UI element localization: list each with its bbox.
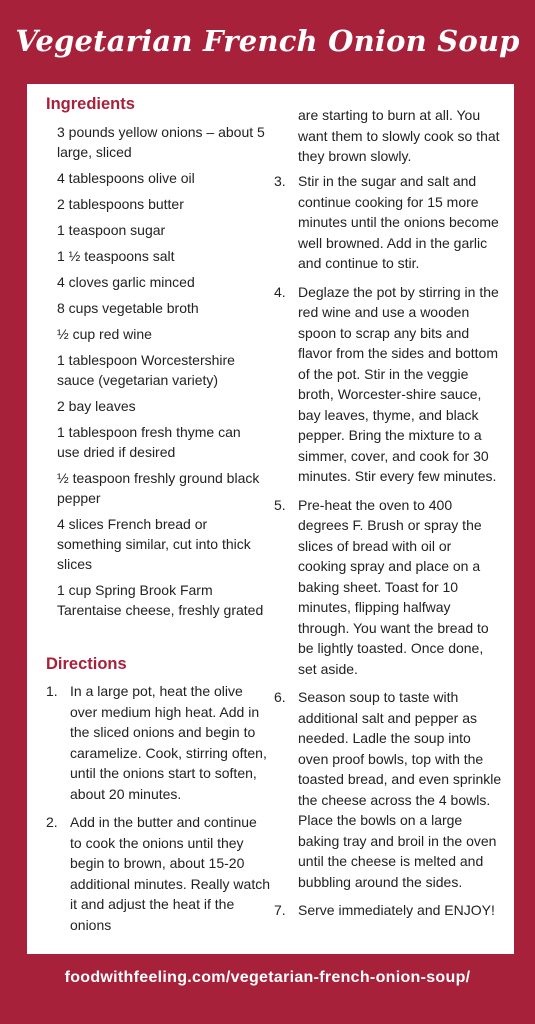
footer-banner	[0, 954, 535, 1024]
step-number: 6.	[274, 689, 286, 705]
step-text: Season soup to taste with additional salt and pepper as needed. Ladle the soup into oven proof bowls, top with the toasted bread, and even sprinkle the cheese across the 4 bowls. Place the bowls on a large baking tray and broil in the oven until the cheese is melted and bubbling around the sides.	[298, 689, 502, 890]
step-text: Serve immediately and ENJOY!	[298, 902, 495, 918]
step-text: Deglaze the pot by stirring in the red wine and use a wooden spoon to scrap any bits and flavor from the sides and bottom of the pot. Stir in the veggie broth, Worcester-shire sauce, bay leaves, thyme, and black pepper. Bring the mixture to a simmer, cover, and cook for 30 minutes. Stir every few minutes.	[298, 283, 499, 484]
ingredients-list	[57, 122, 267, 626]
step-number: 7.	[274, 902, 286, 918]
ingredient-item: 1 cup Spring Brook Farm Tarentaise cheese, freshly grated	[57, 582, 264, 618]
ingredient-item: 4 tablespoons olive oil	[57, 170, 195, 186]
directions-list-right	[274, 171, 502, 929]
direction-2-continued: are starting to burn at all. You want them to slowly cook so that they brown slowly.	[298, 107, 500, 164]
ingredient-item: 3 pounds yellow onions – about 5 large, sliced	[57, 124, 265, 160]
ingredient-item: 8 cups vegetable broth	[57, 300, 199, 316]
footer-url[interactable]: foodwithfeeling.com/vegetarian-french-onion-soup/	[64, 969, 471, 986]
step-number: 5.	[274, 496, 286, 513]
ingredient-item: 1 teaspoon sugar	[57, 222, 166, 238]
direction-step	[46, 681, 271, 804]
recipe-body	[27, 84, 514, 954]
ingredients-heading: Ingredients	[46, 95, 135, 113]
direction-step	[274, 495, 502, 680]
direction-step	[46, 812, 271, 935]
direction-step	[274, 282, 502, 487]
ingredient-item: ½ teaspoon freshly ground black pepper	[57, 470, 260, 506]
ingredient-item: 2 bay leaves	[57, 398, 136, 414]
title-banner	[0, 0, 535, 84]
right-border	[514, 0, 535, 1024]
ingredient-item: 1 tablespoon fresh thyme can use dried if desired	[57, 424, 241, 460]
direction-step	[274, 687, 502, 892]
ingredient-item: 2 tablespoons butter	[57, 196, 184, 212]
direction-step	[274, 171, 502, 274]
step-text: Pre-heat the oven to 400 degrees F. Brush or spray the slices of bread with oil or cooking spray and place on a baking sheet. Toast for 10 minutes, flipping halfway through. You want the bread to be lightly toasted. Once done, set aside.	[298, 496, 489, 677]
recipe-title: Vegetarian French Onion Soup	[15, 24, 520, 58]
directions-heading: Directions	[46, 655, 127, 673]
ingredient-item: ½ cup red wine	[57, 326, 152, 342]
ingredient-item: 1 tablespoon Worcestershire sauce (vegetarian variety)	[57, 352, 235, 388]
step-number: 1.	[46, 683, 58, 699]
step-text: Stir in the sugar and salt and continue cooking for 15 more minutes until the onions become well browned. Add in the garlic and continue to stir.	[298, 173, 499, 271]
step-number: 4.	[274, 283, 286, 300]
step-number: 2.	[46, 814, 58, 830]
ingredient-item: 4 slices French bread or something similar, cut into thick slices	[57, 516, 251, 572]
directions-list-left	[46, 681, 271, 943]
left-border	[0, 0, 27, 1024]
ingredient-item: 1 ½ teaspoons salt	[57, 248, 175, 264]
direction-step	[274, 900, 502, 921]
step-text: Add in the butter and continue to cook the onions until they begin to brown, about 15-20 additional minutes. Really watch it and adjust the heat if the onions	[70, 814, 270, 933]
ingredient-item: 4 cloves garlic minced	[57, 274, 195, 290]
step-number: 3.	[274, 173, 286, 189]
step-text: In a large pot, heat the olive over medium high heat. Add in the sliced onions and begin to caramelize. Cook, stirring often, until the onions start to soften, about 20 minutes.	[70, 683, 267, 802]
